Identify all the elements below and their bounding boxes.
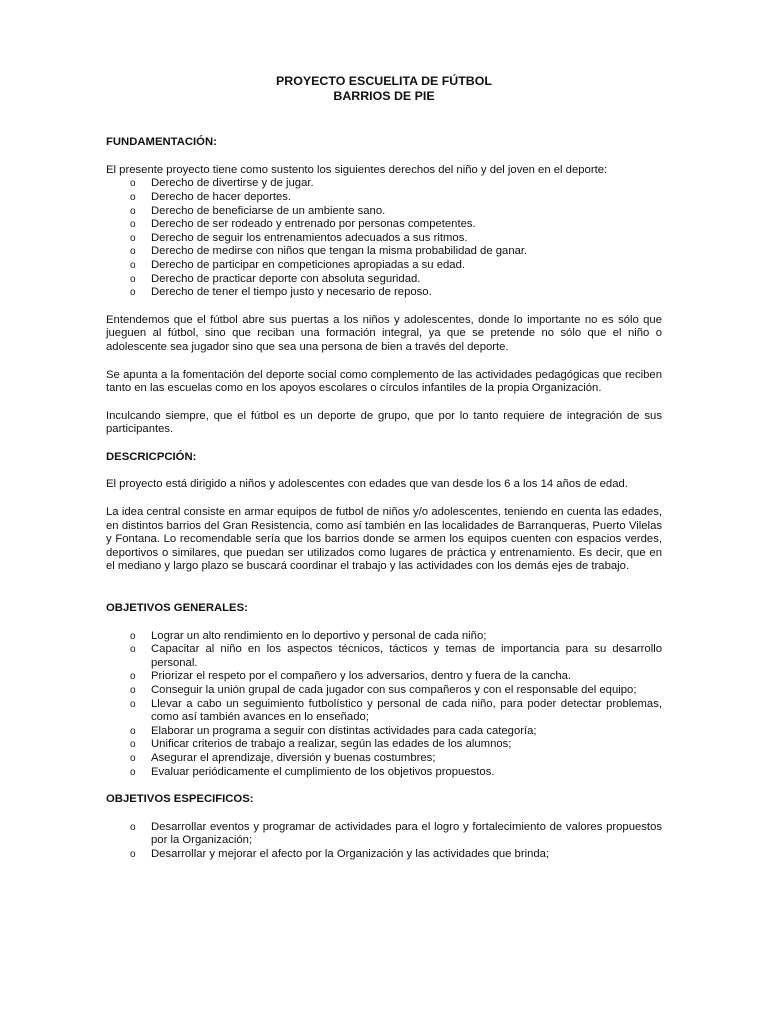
hollow-bullet-icon: o [130, 191, 136, 203]
hollow-bullet-icon: o [130, 205, 136, 217]
hollow-bullet-icon: o [130, 644, 136, 656]
heading-descripcion: DESCRICPCIÓN: [106, 450, 197, 463]
document-page [106, 74, 662, 862]
list-item [106, 725, 662, 739]
list-item-text: Priorizar el respeto por el compañero y los adversarios, dentro y fuera de la cancha. [151, 670, 572, 683]
heading-objetivos-especificos: OBJETIVOS ESPECIFICOS: [106, 793, 254, 806]
list-item [106, 286, 662, 300]
hollow-bullet-icon: o [130, 821, 136, 833]
list-item-text: Capacitar al niño en los aspectos técnicos, tácticos y temas de importancia para su desarrollo personal. [151, 643, 662, 669]
list-item-text: Desarrollar eventos y programar de actividades para el logro y fortalecimiento de valores propuestos por la Organización; [151, 820, 662, 847]
list-item-text: Derecho de ser rodeado y entrenado por personas competentes. [151, 218, 476, 231]
list-item-text: Asegurar el aprendizaje, diversión y buenas costumbres; [151, 751, 436, 764]
list-item-text: Unificar criterios de trabajo a realizar, según las edades de los alumnos; [151, 738, 512, 751]
list-item [106, 191, 662, 205]
list-item-text: Derecho de participar en competiciones apropiadas a su edad. [151, 258, 465, 271]
list-item-text: Derecho de beneficiarse de un ambiente sano. [151, 204, 386, 217]
document-title [106, 74, 662, 103]
list-item-text: Evaluar periódicamente el cumplimiento de los objetivos propuestos. [151, 765, 495, 778]
hollow-bullet-icon: o [130, 630, 136, 642]
fundamentacion-paragraph-2: Se apunta a la fomentación del deporte social como complemento de las actividades pedagógicas que reciben tanto en las escuelas como en los apoyos escolares o círculos infantiles de la propia Organización. [106, 368, 662, 395]
hollow-bullet-icon: o [130, 725, 136, 737]
list-item [106, 643, 662, 670]
descripcion-paragraph-1: El proyecto está dirigido a niños y adolescentes con edades que van desde los 6 a los 14 años de edad. [106, 478, 628, 491]
hollow-bullet-icon: o [130, 685, 136, 696]
list-item-text: Derecho de seguir los entrenamientos adecuados a sus ritmos. [151, 231, 468, 244]
title-line-1: PROYECTO ESCUELITA DE FÚTBOL [276, 74, 492, 88]
hollow-bullet-icon: o [130, 246, 136, 258]
list-item-text: Llevar a cabo un seguimiento futbolístico y personal de cada niño, para poder detectar problemas, como así también avances en lo enseñado; [151, 697, 662, 724]
title-line-2: BARRIOS DE PIE [333, 88, 435, 103]
hollow-bullet-icon: o [130, 766, 136, 778]
heading-objetivos-generales: OBJETIVOS GENERALES: [106, 602, 248, 615]
list-item [106, 273, 662, 287]
descripcion-paragraph-2: La idea central consiste en armar equipos de futbol de niños y/o adolescentes, teniendo en cuenta las edades, en distintos barrios del Gran Resistencia, como así también en las localidades de Barranqueras, Puerto Vilelas y Fontana. Lo recomendable sería que los barrios donde se armen los equipos cuenten con espacios verdes, deportivos o similares, que puedan ser utilizados como lugares de práctica y entrenamiento. Es decir, que en el mediano y largo plazo se buscará coordinar el trabajo y las actividades con los demás ejes de trabajo. [106, 506, 662, 573]
list-item [106, 752, 662, 766]
list-item [106, 670, 662, 684]
hollow-bullet-icon: o [130, 219, 136, 231]
list-item-text: Lograr un alto rendimiento en lo deportivo y personal de cada niño; [151, 629, 487, 642]
fundamentacion-paragraph-3: Inculcando siempre, que el fútbol es un deporte de grupo, que por lo tanto requiere de integración de sus participantes. [106, 409, 662, 436]
objetivos-generales-list [106, 630, 662, 780]
list-item [106, 848, 662, 862]
hollow-bullet-icon: o [130, 232, 136, 244]
hollow-bullet-icon: o [130, 752, 136, 764]
list-item-text: Derecho de medirse con niños que tengan la misma probabilidad de ganar. [151, 245, 528, 258]
list-item [106, 698, 662, 725]
hollow-bullet-icon: o [130, 698, 136, 710]
list-item [106, 232, 662, 246]
hollow-bullet-icon: o [130, 671, 136, 683]
list-item [106, 738, 662, 752]
list-item-text: Derecho de divertirse y de jugar. [151, 177, 314, 190]
list-item [106, 821, 662, 848]
objetivos-especificos-list [106, 821, 662, 862]
list-item [106, 766, 662, 780]
fundamentacion-paragraph-1: Entendemos que el fútbol abre sus puertas a los niños y adolescentes, donde lo importante no es sólo que jueguen al fútbol, sino que reciban una formación integral, ya que se pretende no sólo que el niño o adolescente sea jugador sino que sea una persona de bien a través del deporte. [106, 313, 662, 353]
hollow-bullet-icon: o [130, 287, 136, 299]
hollow-bullet-icon: o [130, 273, 136, 285]
hollow-bullet-icon: o [130, 848, 136, 860]
hollow-bullet-icon: o [130, 178, 136, 190]
list-item-text: Derecho de hacer deportes. [151, 190, 292, 203]
list-item [106, 684, 662, 698]
list-item [106, 205, 662, 219]
heading-fundamentacion: FUNDAMENTACIÓN: [106, 136, 217, 149]
list-item-text: Derecho de practicar deporte con absoluta seguridad. [151, 272, 421, 285]
list-item [106, 259, 662, 273]
list-item-text: Derecho de tener el tiempo justo y necesario de reposo. [151, 286, 432, 299]
hollow-bullet-icon: o [130, 259, 136, 271]
list-item-text: Elaborar un programa a seguir con distintas actividades para cada categoría; [151, 724, 537, 737]
list-item [106, 245, 662, 259]
list-item [106, 177, 662, 191]
fundamentacion-intro: El presente proyecto tiene como sustento los siguientes derechos del niño y del joven en el deporte: [106, 163, 608, 176]
list-item [106, 218, 662, 232]
rights-list [106, 177, 662, 299]
hollow-bullet-icon: o [130, 739, 136, 751]
list-item [106, 630, 662, 644]
list-item-text: Conseguir la unión grupal de cada jugador con sus compañeros y con el responsable del equipo; [151, 684, 637, 696]
list-item-text: Desarrollar y mejorar el afecto por la Organización y las actividades que brinda; [151, 847, 550, 860]
